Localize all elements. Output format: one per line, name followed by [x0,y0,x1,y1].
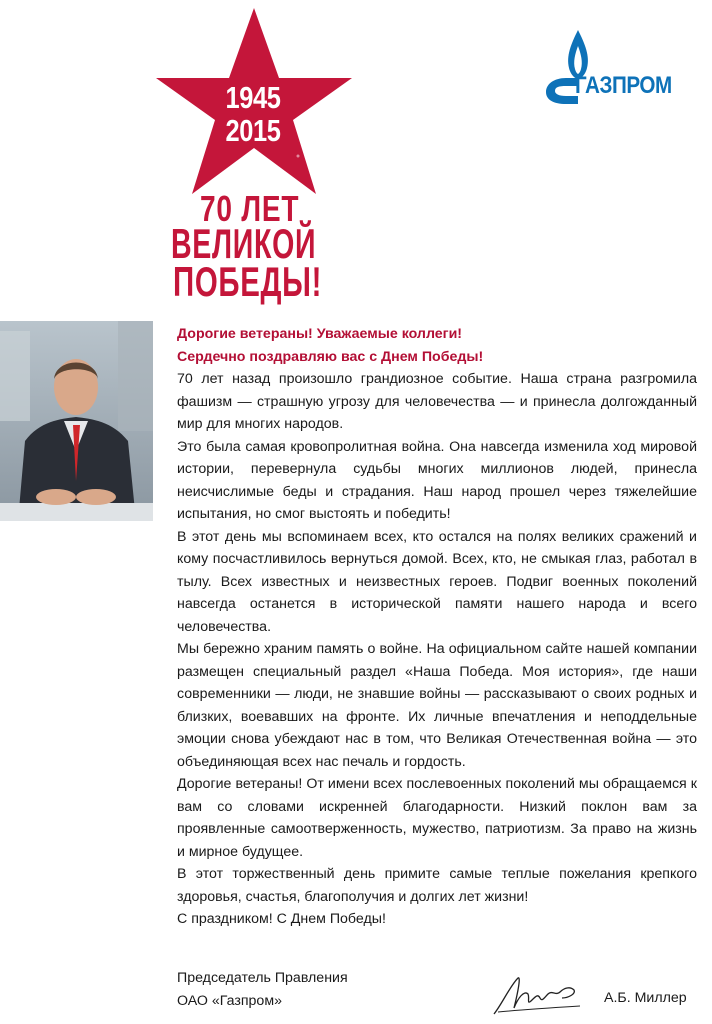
handwritten-signature [488,968,588,1020]
anniversary-title-line-3: ПОБЕДЫ! [173,258,323,305]
paragraph-6: В этот торжественный день примите самые теплые пожелания крепкого здоровья, счастья, благополучия и долгих лет жизни! [177,866,697,905]
greeting-line-1: Дорогие ветераны! Уважаемые коллеги! [177,326,463,342]
year-end: 2015 [225,113,281,148]
signer-position-line-1: Председатель Правления [177,970,348,986]
year-start: 1945 [225,80,281,115]
greeting-line-2: Сердечно поздравляю вас с Днем Победы! [177,348,484,365]
letter-body [177,323,697,931]
signer-name: А.Б. Миллер [604,990,687,1006]
gazprom-logo-text: ГАЗПРОМ [575,72,672,99]
portrait-photo [0,321,153,521]
anniversary-title-line-1: 70 ЛЕТ [200,188,300,229]
paragraph-1: 70 лет назад произошло грандиозное событие. Наша страна разгромила фашизм — страшную угрозу для человечества — и принесла долгожданный мир для многих народов. [177,371,697,432]
paragraph-7: С праздником! С Днем Победы! [177,911,386,927]
paragraph-2: Это была самая кровопролитная война. Она навсегда изменила ход мировой истории, перевернула судьбы многих миллионов людей, принесла неисчислимые беды и страдания. Наш народ прошел через тяжелейшие испытания, но смог выстоять и победить! [177,438,697,522]
paragraph-4: Мы бережно храним память о войне. На официальном сайте нашей компании размещен специальный раздел «Наша Победа. Моя история», где наши современники — люди, не знавшие войны — рассказывают о своих родных и близких, воевавших на фронте. Их личные впечатления и неподдельные эмоции снова убеждают нас в том, что Великая Отечественная война — это объединяющая всех нас печаль и гордость. [177,641,697,770]
signer-position-line-2: ОАО «Газпром» [177,992,282,1009]
anniversary-title-line-2: ВЕЛИКОЙ [171,220,317,267]
paragraph-3: В этот день мы вспоминаем всех, кто остался на полях великих сражений и кому посчастливилось вернуться домой. Всех, кто, не смыкая глаз, работал в тылу. Всех известных и неизвестных героев. Подвиг военных поколений навсегда останется в исторической памяти нашего народа и всего человечества. [177,528,697,635]
years-box [148,6,358,196]
paragraph-5: Дорогие ветераны! От имени всех послевоенных поколений мы обращаемся к вам со словами искренней благодарности. Низкий поклон вам за проявленные самоотверженность, мужество, патриотизм. За право на жизнь и мирное будущее. [177,776,697,860]
